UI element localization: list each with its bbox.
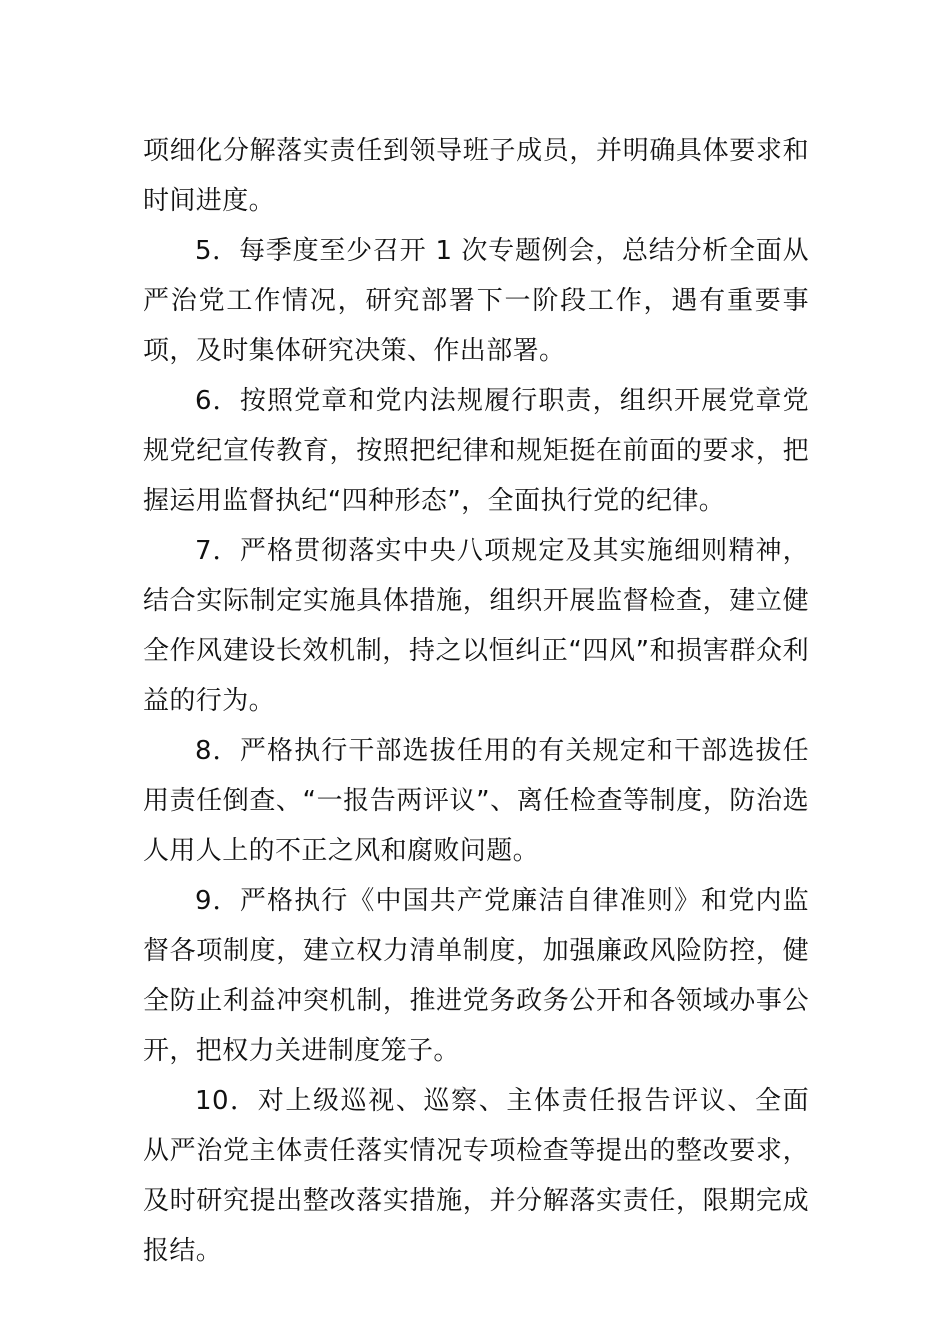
- paragraph-item-6: 6．按照党章和党内法规履行职责，组织开展党章党规党纪宣传教育，按照把纪律和规矩挺在前面的要求，把握运用监督执纪“四种形态”，全面执行党的纪律。: [143, 386, 809, 516]
- paragraph-continuation: 项细化分解落实责任到领导班子成员，并明确具体要求和时间进度。: [143, 136, 809, 216]
- paragraph-item-10: 10．对上级巡视、巡察、主体责任报告评议、全面从严治党主体责任落实情况专项检查等提出的整改要求，及时研究提出整改落实措施，并分解落实责任，限期完成报结。: [143, 1086, 809, 1266]
- paragraph-item-7: 7．严格贯彻落实中央八项规定及其实施细则精神，结合实际制定实施具体措施，组织开展监督检查，建立健全作风建设长效机制，持之以恒纠正“四风”和损害群众利益的行为。: [143, 536, 809, 716]
- paragraph-item-9: 9．严格执行《中国共产党廉洁自律准则》和党内监督各项制度，建立权力清单制度，加强廉政风险防控，健全防止利益冲突机制，推进党务政务公开和各领域办事公开，把权力关进制度笼子。: [143, 886, 809, 1066]
- document-body: [143, 126, 809, 1276]
- paragraph-item-5: 5．每季度至少召开 1 次专题例会，总结分析全面从严治党工作情况，研究部署下一阶段工作，遇有重要事项，及时集体研究决策、作出部署。: [143, 236, 809, 366]
- paragraph-item-8: 8．严格执行干部选拔任用的有关规定和干部选拔任用责任倒查、“一报告两评议”、离任检查等制度，防治选人用人上的不正之风和腐败问题。: [143, 736, 809, 866]
